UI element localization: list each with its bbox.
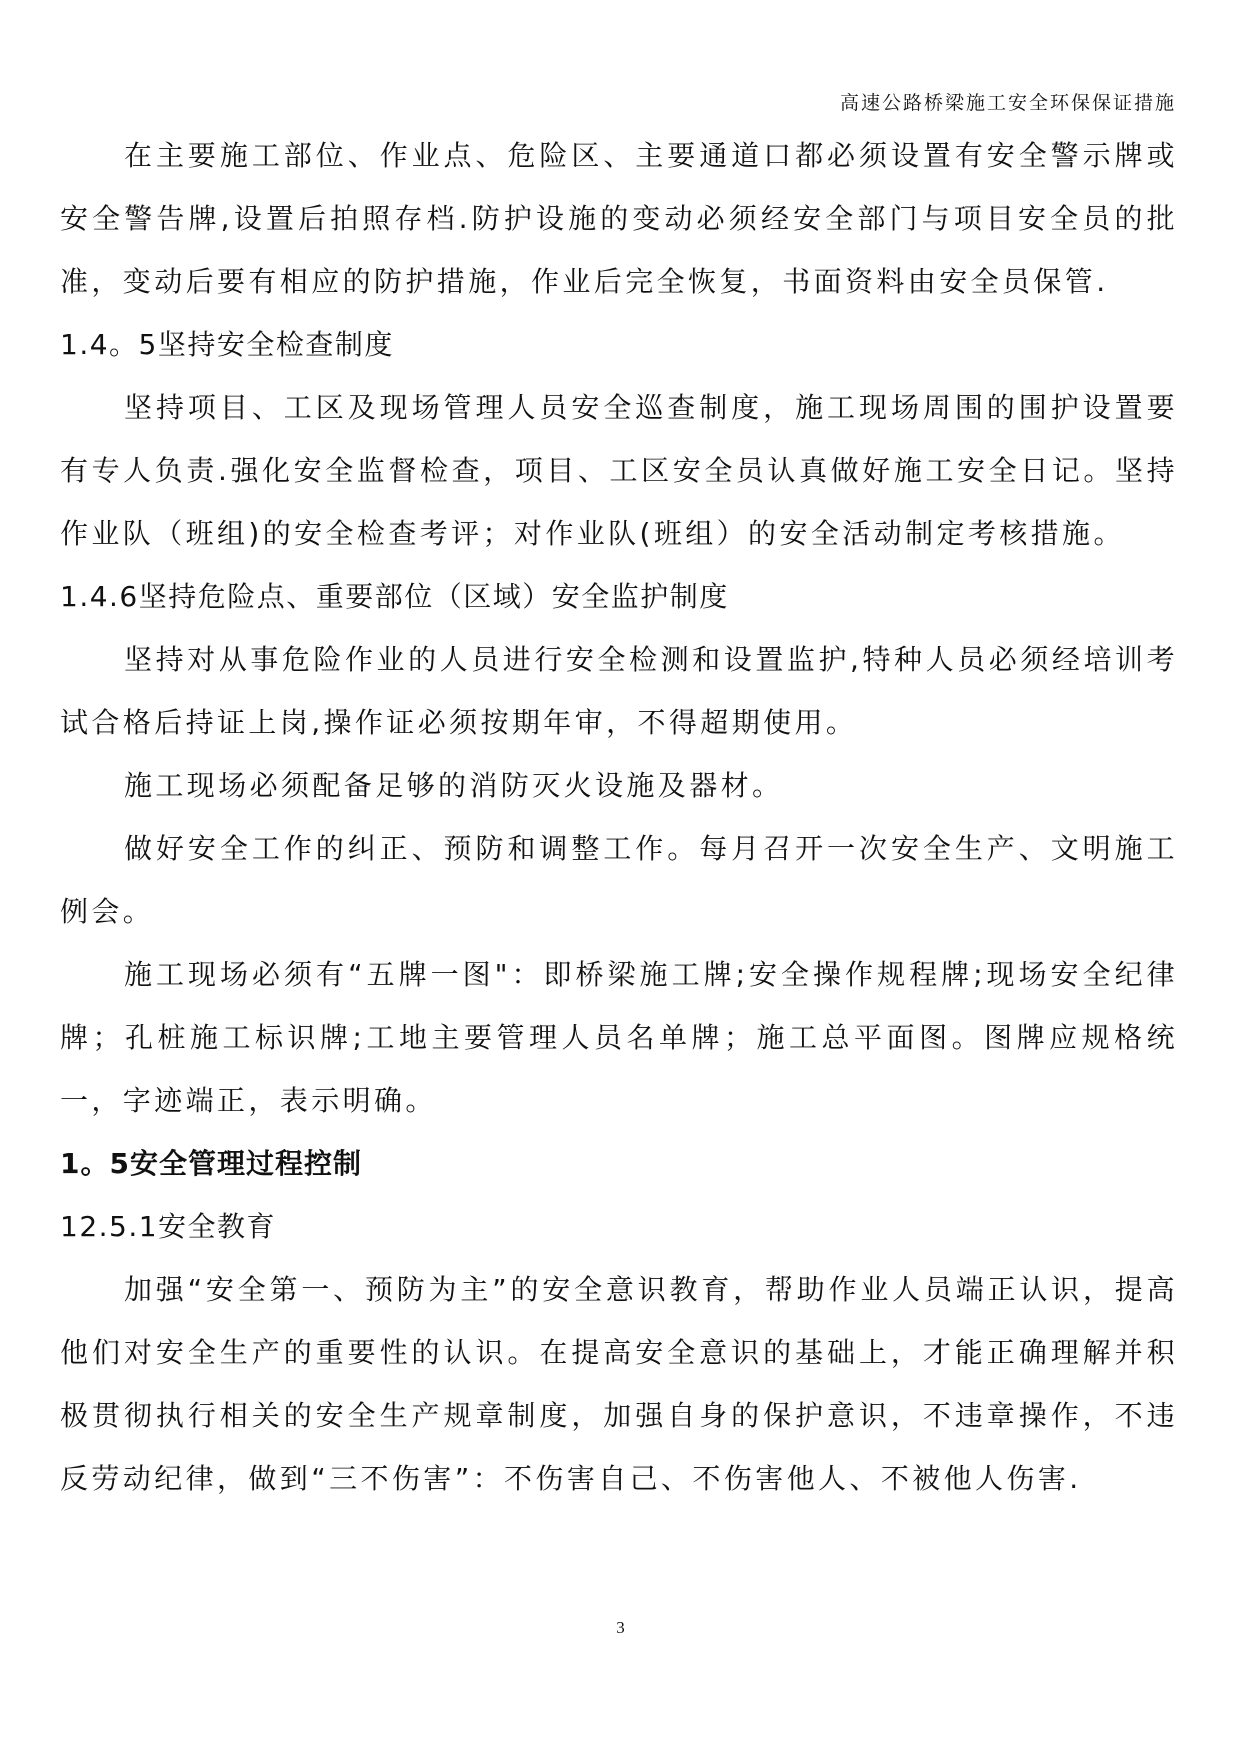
section-heading-1-4-6: 1.4.6坚持危险点、重要部位（区域）安全监护制度 [60,580,729,613]
paragraph-site-signboards: 施工现场必须有“五牌一图"：即桥梁施工牌;安全操作规程牌;现场安全纪律牌；孔桩施工标识牌;工地主要管理人员名单牌；施工总平面图。图牌应规格统一，字迹端正，表示明确。 [60,958,1178,1117]
paragraph-safety-inspection: 坚持项目、工区及现场管理人员安全巡查制度，施工现场周围的围护设置要有专人负责.强化安全监督检查，项目、工区安全员认真做好施工安全日记。坚持作业队（班组)的安全检查考评；对作业队(班组）的安全活动制定考核措施。 [60,391,1178,550]
page-number: 3 [616,1618,625,1637]
section-heading-1-4-5: 1.4。5坚持安全检查制度 [60,328,394,361]
paragraph-hazard-monitoring: 坚持对从事危险作业的人员进行安全检测和设置监护,特种人员必须经培训考试合格后持证上岗,操作证必须按期年审，不得超期使用。 [60,643,1178,739]
paragraph-fire-equipment: 施工现场必须配备足够的消防灭火设施及器材。 [124,769,784,802]
section-heading-12-5-1: 12.5.1安全教育 [60,1210,277,1243]
paragraph-safety-education: 加强“安全第一、预防为主”的安全意识教育，帮助作业人员端正认识，提高他们对安全生产的重要性的认识。在提高安全意识的基础上，才能正确理解并积极贯彻执行相关的安全生产规章制度，加强自身的保护意识，不违章操作，不违反劳动纪律，做到“三不伤害”：不伤害自己、不伤害他人、不被他人伤害. [60,1273,1178,1495]
running-header: 高速公路桥梁施工安全环保保证措施 [839,92,1176,114]
paragraph-warning-signs: 在主要施工部位、作业点、危险区、主要通道口都必须设置有安全警示牌或安全警告牌,设置后拍照存档.防护设施的变动必须经安全部门与项目安全员的批准，变动后要有相应的防护措施，作业后完全恢复，书面资料由安全员保管. [60,139,1178,298]
paragraph-monthly-meeting: 做好安全工作的纠正、预防和调整工作。每月召开一次安全生产、文明施工例会。 [60,832,1178,928]
section-heading-1-5: 1。5安全管理过程控制 [60,1147,362,1180]
document-body [60,124,1178,1510]
header-rule [60,118,1180,119]
